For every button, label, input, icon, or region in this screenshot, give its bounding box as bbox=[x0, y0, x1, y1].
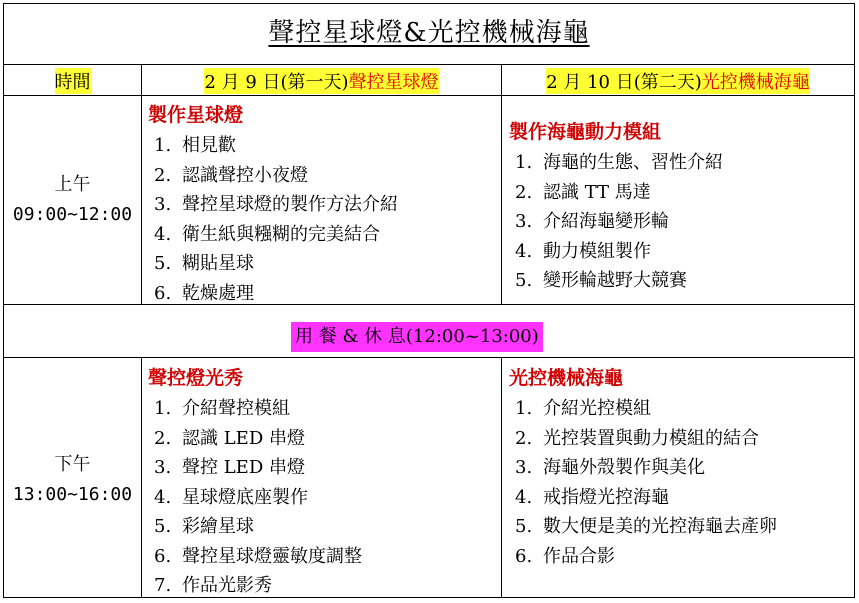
item-text: 介紹海龜變形輪 bbox=[543, 211, 669, 232]
list-item bbox=[148, 249, 498, 279]
item-number: 6. bbox=[515, 545, 533, 567]
list-item bbox=[509, 394, 849, 424]
item-number: 6. bbox=[154, 282, 172, 304]
list-item bbox=[509, 453, 849, 483]
item-number: 2. bbox=[515, 427, 533, 449]
header-day2: 2 月 10 日(第二天)光控機械海龜 bbox=[502, 66, 854, 96]
list-item bbox=[148, 542, 498, 572]
section-title: 聲控燈光秀 bbox=[148, 367, 244, 389]
list-item bbox=[509, 542, 849, 572]
item-text: 聲控星球燈的製作方法介紹 bbox=[182, 194, 398, 215]
morning-day2 bbox=[509, 117, 849, 296]
section-title: 製作海龜動力模組 bbox=[509, 121, 662, 143]
schedule-table bbox=[3, 3, 855, 598]
activity-list bbox=[509, 394, 849, 571]
list-item bbox=[148, 512, 498, 542]
item-number: 7. bbox=[154, 575, 172, 596]
item-text: 衛生紙與糨糊的完美結合 bbox=[182, 223, 380, 245]
morning-time: 上午 09:00~12:00 bbox=[12, 174, 133, 225]
item-text: 聲控星球燈靈敏度調整 bbox=[182, 545, 362, 567]
list-item bbox=[509, 266, 849, 296]
list-item bbox=[148, 571, 498, 601]
item-number: 1. bbox=[154, 135, 172, 156]
item-number: 4. bbox=[154, 223, 172, 245]
item-text: 認識聲控小夜燈 bbox=[182, 164, 308, 186]
list-item bbox=[148, 220, 498, 250]
list-item bbox=[148, 161, 498, 191]
afternoon-day1 bbox=[148, 363, 498, 601]
page-title: 聲控星球燈&光控機械海龜 bbox=[268, 18, 590, 48]
list-item bbox=[148, 190, 498, 220]
afternoon-day2 bbox=[509, 363, 849, 571]
list-item bbox=[509, 207, 849, 237]
list-item bbox=[148, 279, 498, 309]
item-text: 光控裝置與動力模組的結合 bbox=[543, 427, 759, 449]
item-text: 變形輪越野大競賽 bbox=[543, 270, 687, 291]
item-text: 相見歡 bbox=[182, 135, 236, 156]
item-text: 乾燥處理 bbox=[182, 282, 254, 304]
activity-list bbox=[509, 148, 849, 296]
item-text: 戒指燈光控海龜 bbox=[543, 486, 669, 508]
list-item bbox=[509, 237, 849, 267]
item-text: 數大便是美的光控海龜去產卵 bbox=[543, 516, 777, 537]
item-number: 3. bbox=[515, 457, 533, 478]
item-text: 作品光影秀 bbox=[182, 575, 272, 596]
item-number: 4. bbox=[515, 240, 533, 262]
item-number: 6. bbox=[154, 545, 172, 567]
list-item bbox=[509, 483, 849, 513]
item-number: 2. bbox=[154, 427, 172, 449]
rule bbox=[141, 357, 142, 598]
item-text: 星球燈底座製作 bbox=[182, 486, 308, 508]
item-text: 作品合影 bbox=[543, 545, 615, 567]
rule bbox=[501, 64, 502, 304]
item-text: 彩繪星球 bbox=[182, 516, 254, 537]
list-item bbox=[148, 453, 498, 483]
rule bbox=[4, 357, 854, 358]
item-text: 介紹聲控模組 bbox=[182, 398, 290, 419]
list-item bbox=[148, 394, 498, 424]
section-title: 光控機械海龜 bbox=[509, 367, 624, 389]
item-number: 3. bbox=[154, 194, 172, 215]
list-item bbox=[148, 131, 498, 161]
rule bbox=[501, 357, 502, 598]
morning-day1 bbox=[148, 100, 498, 308]
list-item bbox=[509, 178, 849, 208]
item-number: 5. bbox=[154, 516, 172, 537]
header-day1: 2 月 9 日(第一天)聲控星球燈 bbox=[142, 66, 501, 96]
item-text: 海龜的生態、習性介紹 bbox=[543, 152, 723, 173]
list-item bbox=[148, 483, 498, 513]
afternoon-time: 下午 13:00~16:00 bbox=[12, 454, 133, 505]
item-number: 5. bbox=[515, 516, 533, 537]
list-item bbox=[148, 424, 498, 454]
item-number: 5. bbox=[515, 270, 533, 291]
item-number: 4. bbox=[515, 486, 533, 508]
activity-list bbox=[148, 131, 498, 308]
item-text: 聲控 LED 串燈 bbox=[182, 457, 305, 478]
item-text: 介紹光控模組 bbox=[543, 398, 651, 419]
list-item bbox=[509, 512, 849, 542]
activity-list bbox=[148, 394, 498, 601]
lunch-break: 用 餐 & 休 息(12:00~13:00) bbox=[291, 322, 543, 352]
item-number: 1. bbox=[515, 398, 533, 419]
item-text: 海龜外殼製作與美化 bbox=[543, 457, 705, 478]
item-number: 5. bbox=[154, 253, 172, 274]
header-time: 時間 bbox=[4, 66, 141, 96]
rule bbox=[141, 64, 142, 304]
rule bbox=[4, 64, 854, 65]
item-number: 1. bbox=[154, 398, 172, 419]
item-text: 動力模組製作 bbox=[543, 240, 651, 262]
item-text: 糊貼星球 bbox=[182, 253, 254, 274]
item-number: 1. bbox=[515, 152, 533, 173]
list-item bbox=[509, 424, 849, 454]
item-number: 3. bbox=[154, 457, 172, 478]
item-number: 2. bbox=[515, 181, 533, 203]
item-text: 認識 LED 串燈 bbox=[182, 427, 305, 449]
item-number: 2. bbox=[154, 164, 172, 186]
item-number: 3. bbox=[515, 211, 533, 232]
section-title: 製作星球燈 bbox=[148, 104, 244, 126]
list-item bbox=[509, 148, 849, 178]
item-text: 認識 TT 馬達 bbox=[543, 181, 651, 203]
item-number: 4. bbox=[154, 486, 172, 508]
